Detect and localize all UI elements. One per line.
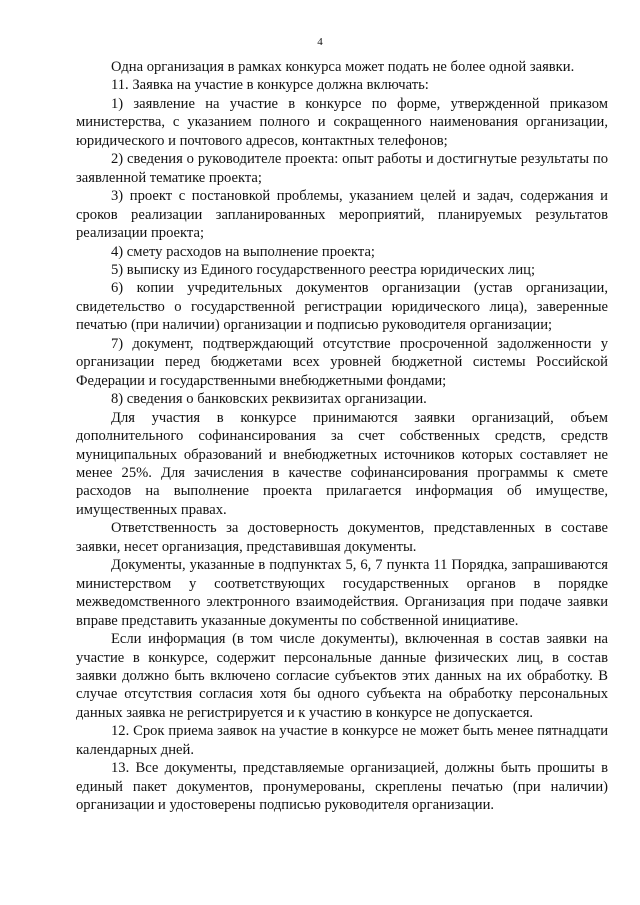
paragraph-cofinancing: Для участия в конкурсе принимаются заявки организаций, объем дополнительного софинансирования за счет собственных средств, средств муниципальных образований и внебюджетных источников которых составляет не менее 25%. Для зачисления в качестве софинансирования программы к смете расходов на выполнение проекта прилагается информация об имуществе, имущественных правах. <box>76 409 608 518</box>
paragraph-personal-data-consent: Если информация (в том числе документы), включенная в состав заявки на участие в конкурсе, содержит персональные данные физических лиц, в состав заявки должно быть включено согласие субъектов этих данных на их обработку. В случае отсутствия согласия хотя бы одного субъекта на обработку персональных данных заявка не регистрируется и к участию в конкурсе не допускается. <box>76 631 608 721</box>
paragraph-interagency-requests: Документы, указанные в подпунктах 5, 6, 7 пункта 11 Порядка, запрашиваются министерством у соответствующих государственных органов в порядке межведомственного электронного взаимодействия. Организация при подаче заявки вправе представить указанные документы по собственной инициативе. <box>76 557 608 629</box>
paragraph-subitem-8: 8) сведения о банковских реквизитах организации. <box>111 391 427 408</box>
paragraph-subitem-1: 1) заявление на участие в конкурсе по форме, утвержденной приказом министерства, с указанием полного и сокращенного наименования организации, юридического и почтового адресов, контактных телефонов; <box>76 95 608 149</box>
paragraph-one-application-limit: Одна организация в рамках конкурса может подать не более одной заявки. <box>111 59 575 75</box>
paragraph-subitem-7: 7) документ, подтверждающий отсутствие просроченной задолженности у организации перед бюджетами всех уровней бюджетной системы Российской Федерации и государственными внебюджетными фондами; <box>76 335 608 389</box>
paragraph-subitem-3: 3) проект с постановкой проблемы, указанием целей и задач, содержания и сроков реализации запланированных мероприятий, планируемых результатов реализации проекта; <box>76 188 608 242</box>
paragraph-subitem-6: 6) копии учредительных документов организации (устав организации, свидетельство о государственной регистрации юридического лица), заверенные печатью (при наличии) организации и подписью руководителя организации; <box>76 280 608 334</box>
paragraph-item-12-deadline: 12. Срок приема заявок на участие в конкурсе не может быть менее пятнадцати календарных дней. <box>76 723 608 758</box>
paragraph-item-13-document-package: 13. Все документы, представляемые организацией, должны быть прошиты в единый пакет документов, пронумерованы, скреплены печатью (при наличии) организации и удостоверены подписью руководителя организации. <box>76 760 608 814</box>
paragraph-responsibility: Ответственность за достоверность документов, представленных в составе заявки, несет организация, представившая документы. <box>76 520 608 555</box>
document-body <box>76 58 608 815</box>
paragraph-item-11-heading: 11. Заявка на участие в конкурсе должна включать: <box>111 77 429 94</box>
paragraph-subitem-2: 2) сведения о руководителе проекта: опыт работы и достигнутые результаты по заявленной тематике проекта; <box>76 151 608 186</box>
paragraph-subitem-5: 5) выписку из Единого государственного реестра юридических лиц; <box>111 261 536 278</box>
page-number: 4 <box>317 36 323 48</box>
paragraph-subitem-4: 4) смету расходов на выполнение проекта; <box>111 243 375 260</box>
